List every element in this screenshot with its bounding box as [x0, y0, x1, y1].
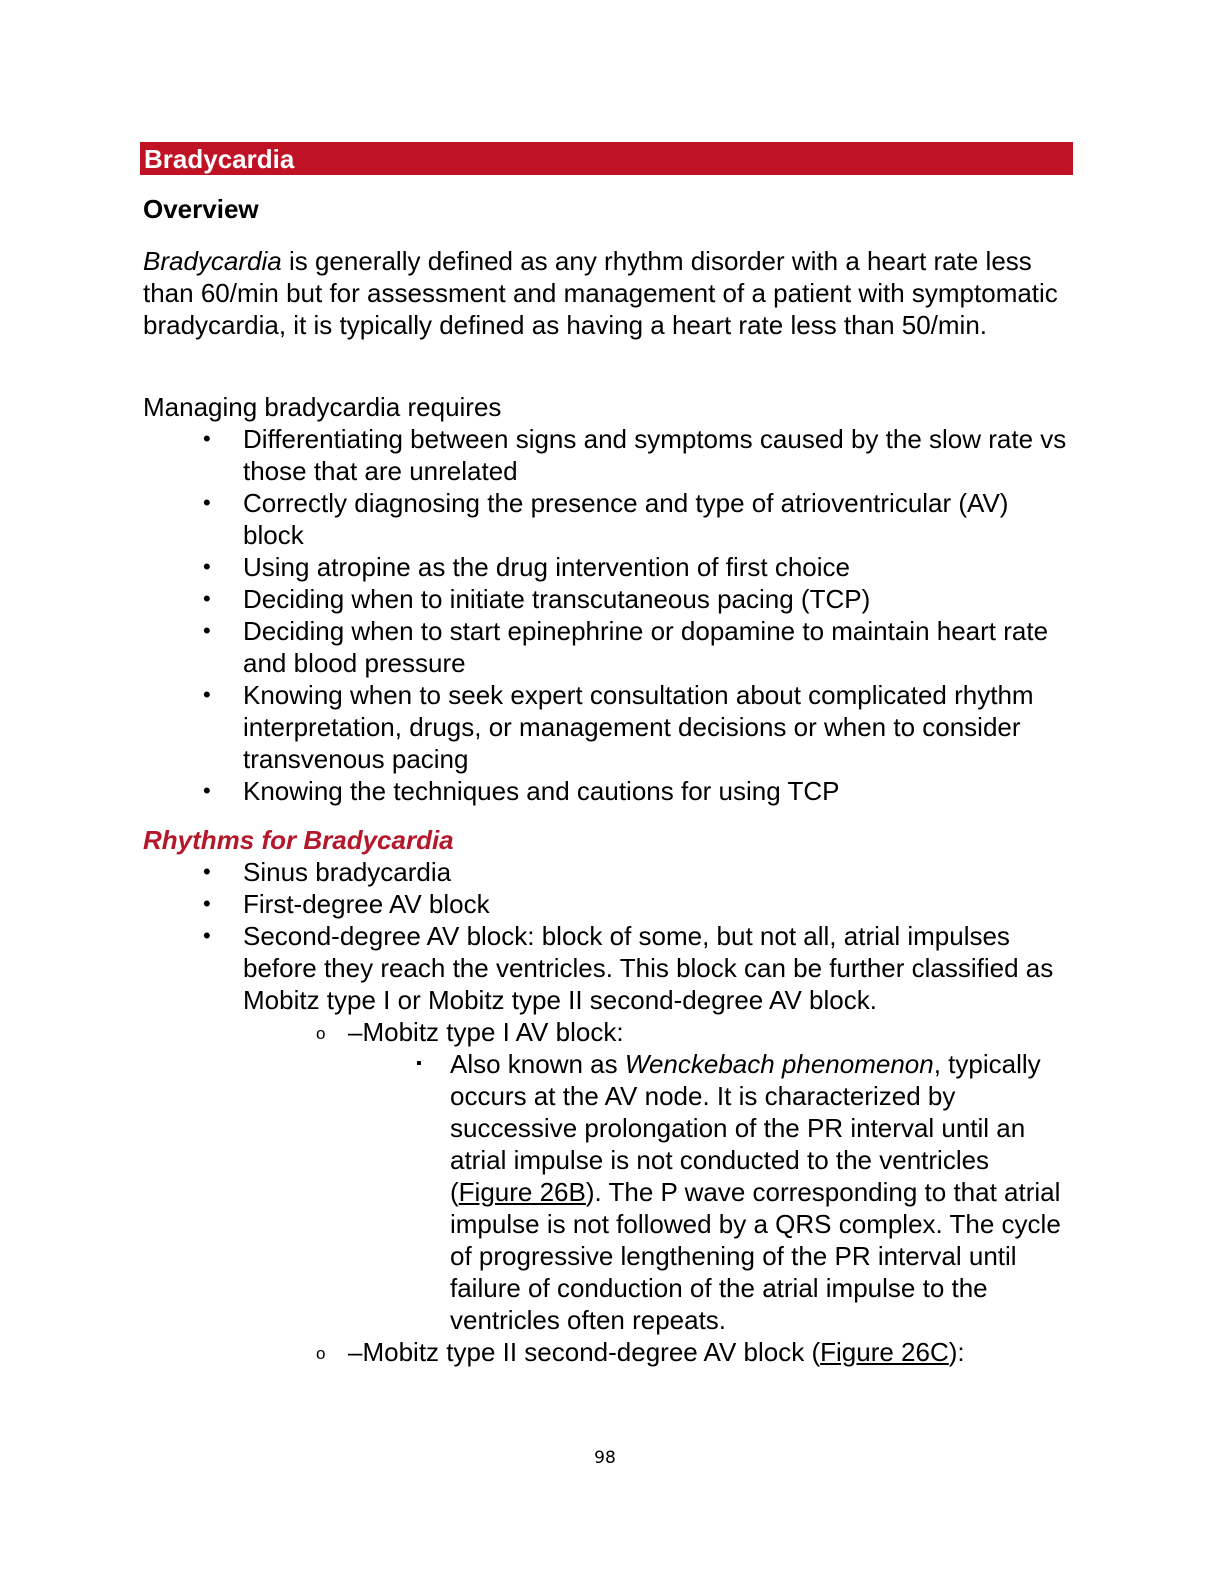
bullet-icon: • — [203, 426, 211, 451]
bullet-icon: • — [203, 859, 211, 884]
bullet-icon: • — [203, 554, 211, 579]
list-item: • Deciding when to start epinephrine or dopamine to maintain heart rate and blood pressure — [203, 616, 1049, 678]
list-item: • Deciding when to initiate transcutaneous pacing (TCP) — [203, 584, 871, 614]
bullet-icon: • — [203, 618, 211, 643]
section-title: Bradycardia — [144, 144, 295, 174]
circle-bullet-icon: o — [316, 1344, 326, 1363]
figure-26c-link[interactable]: Figure 26C — [820, 1337, 949, 1367]
bullet-icon: • — [203, 586, 211, 611]
list-item: • Second-degree AV block: block of some, but not all, atrial impulses before they reach the ventricles. This block can be further classified as Mobitz type I or Mobitz type II second-degree AV block. o –Mobitz type I AV block: ▪ Also known as Wenckebach phenomenon, typically occurs at the AV node. It is characterized by successive prolongation of the PR interval until an atrial impulse is not conducted to the ventricles (Figure 26B). The P wave corresponding to that atrial impulse is not followed by a QRS complex. The cycle of progressive lengthening of the PR interval until failure of conduction of the atrial impulse to the ventricles often repeats. o –Mobitz type II second-degree AV block (Figure 26C): — [143, 920, 1073, 1368]
bullet-icon: • — [203, 923, 211, 948]
page-number: 98 — [594, 1448, 616, 1468]
mobitz-type-1-details — [348, 1048, 1073, 1336]
bullet-icon: • — [203, 682, 211, 707]
square-bullet-icon: ▪ — [416, 1055, 422, 1072]
list-item: • Knowing when to seek expert consultation about complicated rhythm interpretation, drugs, or management decisions or when to consider transvenous pacing — [203, 680, 1034, 774]
mobitz-type-1-item: o –Mobitz type I AV block: ▪ Also known as Wenckebach phenomenon, typically occurs at the AV node. It is characterized by successive prolongation of the PR interval until an atrial impulse is not conducted to the ventricles (Figure 26B). The P wave corresponding to that atrial impulse is not followed by a QRS complex. The cycle of progressive lengthening of the PR interval until failure of conduction of the atrial impulse to the ventricles often repeats. — [143, 1016, 1073, 1336]
list-item: • Using atropine as the drug intervention of first choice — [203, 552, 851, 582]
list-item: • Sinus bradycardia — [203, 857, 452, 887]
list-item: • Knowing the techniques and cautions for using TCP — [203, 776, 840, 806]
rhythms-heading: Rhythms for Bradycardia — [143, 825, 454, 855]
list-item: • First-degree AV block — [203, 889, 490, 919]
intro-text: is generally defined as any rhythm disorder with a heart rate less than 60/min but for assessment and management of a patient with symptomatic bradycardia, it is typically defined as having a heart rate less than 50/min. — [143, 246, 1058, 340]
circle-bullet-icon: o — [316, 1024, 326, 1043]
managing-list — [143, 423, 1073, 807]
wenckebach-term: Wenckebach phenomenon — [624, 1049, 934, 1079]
mobitz-type-2-item: o –Mobitz type II second-degree AV block (Figure 26C): — [143, 1336, 1073, 1368]
list-item: • Correctly diagnosing the presence and type of atrioventricular (AV) block — [203, 488, 1009, 550]
figure-26b-link[interactable]: Figure 26B — [458, 1177, 586, 1207]
managing-intro: Managing bradycardia requires — [143, 392, 502, 422]
list-item: • Differentiating between signs and symptoms caused by the slow rate vs those that are unrelated — [203, 424, 1067, 486]
bullet-icon: • — [203, 891, 211, 916]
bullet-icon: • — [203, 778, 211, 803]
second-degree-sublist — [243, 1016, 1073, 1368]
rhythms-list — [143, 856, 1073, 1368]
section-banner — [140, 142, 1073, 175]
intro-paragraph — [143, 245, 1073, 341]
overview-heading: Overview — [143, 194, 259, 224]
intro-term: Bradycardia — [143, 246, 282, 276]
list-item: ▪ Also known as Wenckebach phenomenon, typically occurs at the AV node. It is characterized by successive prolongation of the PR interval until an atrial impulse is not conducted to the ventricles (Figure 26B). The P wave corresponding to that atrial impulse is not followed by a QRS complex. The cycle of progressive lengthening of the PR interval until failure of conduction of the atrial impulse to the ventricles often repeats. — [416, 1049, 1061, 1335]
bullet-icon: • — [203, 490, 211, 515]
